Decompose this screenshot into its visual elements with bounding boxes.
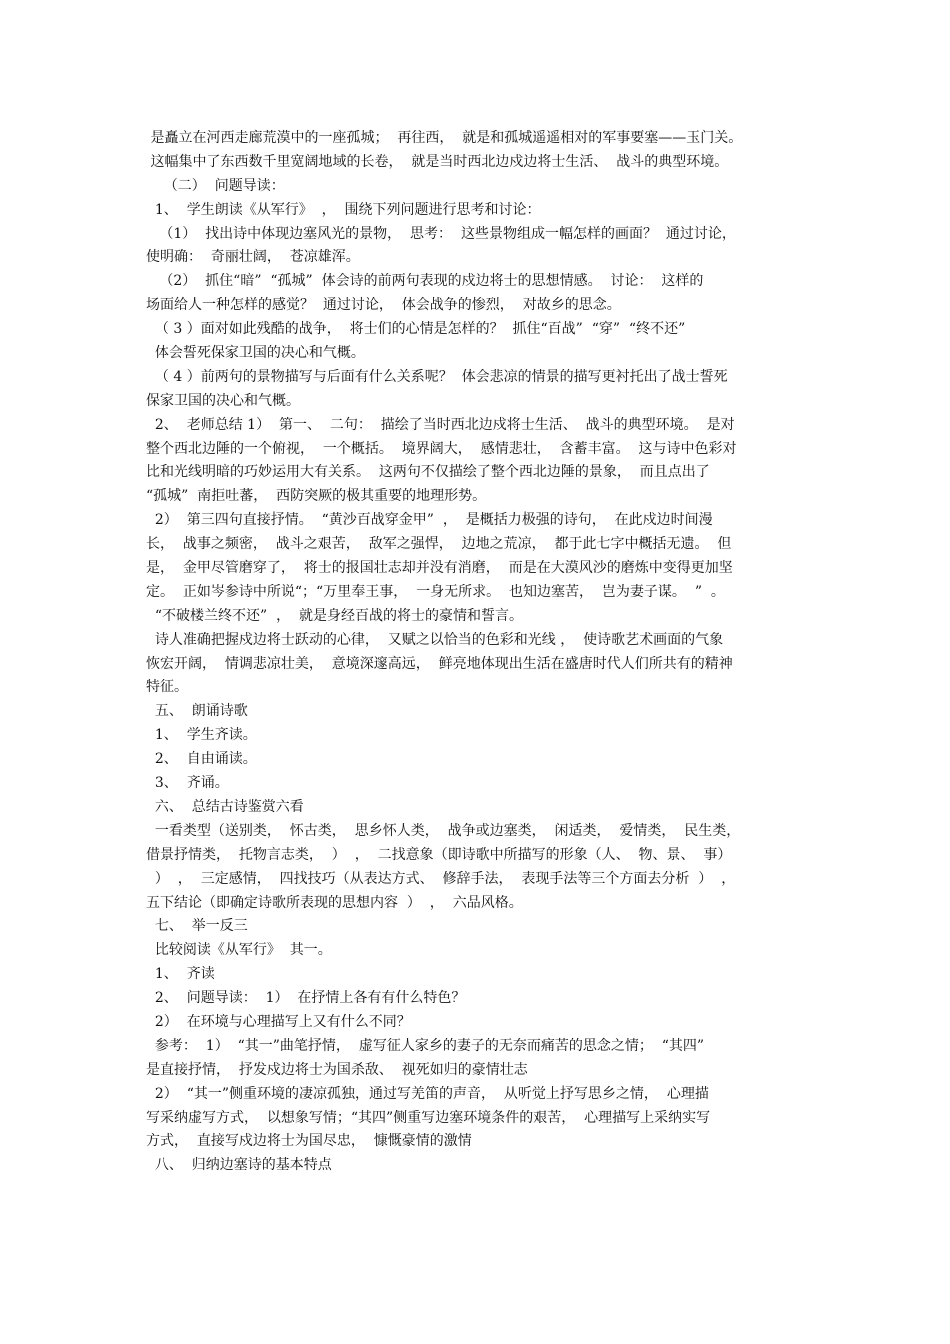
text-line: 保家卫国的决心和气概。 <box>146 392 300 409</box>
text-line: 2） “其一”侧重环境的凄凉孤独，通过写羌笛的声音， 从听觉上抒写思乡之情， 心理描 <box>146 1085 709 1102</box>
text-line: 使明确： 奇丽壮阔， 苍凉雄浑。 <box>146 249 360 266</box>
text-line: 恢宏开阔， 情调悲凉壮美， 意境深邃高远， 鲜亮地体现出生活在盛唐时代人们所共有的精神 <box>146 655 733 672</box>
text-line: 方式， 直接写戍边将士为国尽忠， 慷慨豪情的激情 <box>146 1133 472 1150</box>
text-line: （ 3 ）面对如此残酷的战争， 将士们的心情是怎样的？ 抓住“百战” “穿” “终不还” <box>146 321 686 338</box>
text-line: 是直接抒情， 抒发戍边将士为国杀敌、 视死如归的豪情壮志 <box>146 1061 528 1078</box>
text-line: 七、 举一反三 <box>146 918 248 935</box>
text-line: （2） 抓住“暗” “孤城” 体会诗的前两句表现的戍边将士的思想情感。 讨论： 这样的 <box>146 273 704 290</box>
document-body <box>146 127 811 1178</box>
text-line: 2、 问题导读： 1） 在抒情上各有有什么特色？ <box>146 990 466 1007</box>
text-line: 特征。 <box>146 679 188 696</box>
text-line: “孤城” 南拒吐蕃， 西防突厥的极其重要的地理形势。 <box>146 488 487 505</box>
text-line: 是矗立在河西走廊荒漠中的一座孤城； 再往西， 就是和孤城遥遥相对的军事要塞——玉门关。 <box>146 130 743 146</box>
text-line: 定。 正如岑参诗中所说“；“万里奉王事， 一身无所求。 也知边塞苦， 岂为妻子谋。 ” 。 <box>146 583 725 600</box>
text-line: 诗人准确把握戍边将士跃动的心律， 又赋之以恰当的色彩和光线 ， 使诗歌艺术画面的气象 <box>146 631 724 648</box>
text-line: 比较阅读《从军行》 其一。 <box>146 942 332 959</box>
text-line: 长， 战事之频密， 战斗之艰苦， 敌军之强悍， 边地之荒凉， 都于此七字中概括无遗。 但 <box>146 536 732 553</box>
text-line: 参考： 1） “其一”曲笔抒情， 虚写征人家乡的妻子的无奈而痛苦的思念之情； “其四” <box>146 1037 705 1054</box>
text-line: 1、 学生朗读《从军行》 ， 围绕下列问题进行思考和讨论： <box>146 201 541 218</box>
text-line: 场面给人一种怎样的感觉？ 通过讨论， 体会战争的惨烈， 对故乡的思念。 <box>146 297 621 314</box>
text-line: （二） 问题导读： <box>146 177 285 194</box>
text-line: 2、 老师总结 1） 第一、 二句： 描绘了当时西北边戍将士生活、 战斗的典型环境。 是对 <box>146 416 735 433</box>
text-line: “不破楼兰终不还” ， 就是身经百战的将士的豪情和誓言。 <box>146 607 524 624</box>
text-line: 2） 第三四句直接抒情。 “黄沙百战穿金甲” ， 是概括力极强的诗句， 在此戍边时间漫 <box>146 512 713 529</box>
text-line: （ 4 ）前两句的景物描写与后面有什么关系呢？ 体会悲凉的情景的描写更衬托出了战士誓死 <box>146 368 728 385</box>
text-line: 五下结论（即确定诗歌所表现的思想内容 ） ， 六品风格。 <box>146 894 523 911</box>
text-line: 体会誓死保家卫国的决心和气概。 <box>146 345 365 362</box>
text-line: 是， 金甲尽管磨穿了， 将士的报国壮志却并没有消磨， 而是在大漠风沙的磨炼中变得更加坚 <box>146 560 733 577</box>
text-line: 比和光线明暗的巧妙运用大有关系。 这两句不仅描绘了整个西北边陲的景象， 而且点出了 <box>146 464 710 481</box>
text-line: 3、 齐诵。 <box>146 775 229 792</box>
text-line: 借景抒情类， 托物言志类， ） ， 二找意象（即诗歌中所描写的形象（人、 物、景、 事） <box>146 846 732 863</box>
text-line: 2） 在环境与心理描写上又有什么不同？ <box>146 1013 411 1030</box>
text-line: 1、 学生齐读。 <box>146 727 257 744</box>
text-line: （1） 找出诗中体现边塞风光的景物， 思考： 这些景物组成一幅怎样的画面？ 通过讨论， <box>146 225 736 242</box>
text-line: 整个西北边陲的一个俯视， 一个概括。 境界阔大， 感情悲壮， 含蓄丰富。 这与诗中色彩对 <box>146 440 737 457</box>
text-line: 这幅集中了东西数千里宽阔地域的长卷， 就是当时西北边戍边将士生活、 战斗的典型环境。 <box>146 153 729 170</box>
text-line: 2、 自由诵读。 <box>146 751 257 768</box>
text-line: 一看类型（送别类， 怀古类， 思乡怀人类， 战争或边塞类， 闲适类， 爱情类， 民生类， <box>146 822 741 839</box>
text-line: 六、 总结古诗鉴赏六看 <box>146 798 304 815</box>
text-line: 五、 朗诵诗歌 <box>146 703 248 720</box>
text-line: 写采纳虚写方式， 以想象写情；“其四”侧重写边塞环境条件的艰苦， 心理描写上采纳实写 <box>146 1109 711 1126</box>
text-line: ） ， 三定感情， 四找技巧（从表达方式、 修辞手法， 表现手法等三个方面去分析 ） ， <box>146 870 736 887</box>
text-line: 1、 齐读 <box>146 966 215 983</box>
text-line: 八、 归纳边塞诗的基本特点 <box>146 1157 332 1174</box>
